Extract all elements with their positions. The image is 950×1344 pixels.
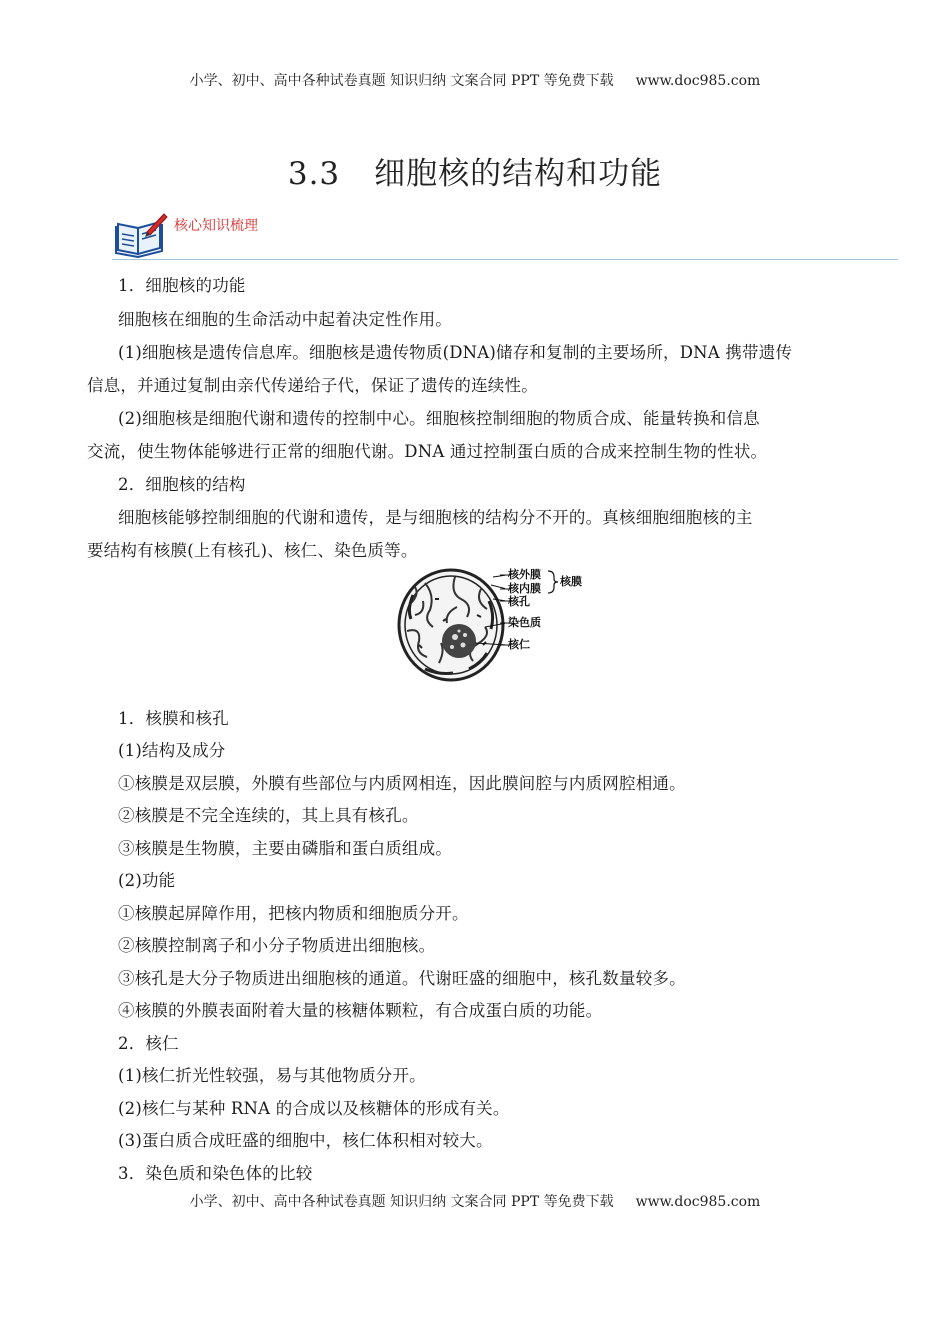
paragraph: 要结构有核膜(上有核孔)、核仁、染色质等。 <box>87 541 418 560</box>
paragraph: 细胞核能够控制细胞的代谢和遗传，是与细胞核的结构分不开的。真核细胞细胞核的主 <box>118 508 753 527</box>
list-item: ③核膜是生物膜，主要由磷脂和蛋白质组成。 <box>118 839 452 858</box>
header-site-link[interactable]: www.doc985.com <box>635 73 761 89</box>
heading-nucleus-function: 1．细胞核的功能 <box>118 276 246 295</box>
label-pore: 核孔 <box>508 595 530 608</box>
footer-text: 小学、初中、高中各种试卷真题 知识归纳 文案合同 PPT 等免费下载 <box>189 1194 614 1210</box>
label-chromatin: 染色质 <box>508 616 541 629</box>
label-outer-membrane: 核外膜 <box>508 568 541 581</box>
paragraph: (1)细胞核是遗传信息库。细胞核是遗传物质(DNA)储存和复制的主要场所，DNA 携带遗传 <box>118 343 793 362</box>
paragraph: 细胞核在细胞的生命活动中起着决定性作用。 <box>118 310 452 329</box>
list-item: ③核孔是大分子物质进出细胞核的通道。代谢旺盛的细胞中，核孔数量较多。 <box>118 969 686 988</box>
nucleus-diagram <box>395 565 590 685</box>
nucleus-drawing <box>395 565 505 685</box>
page-title <box>0 148 950 193</box>
section-header <box>112 210 902 260</box>
label-nucleolus: 核仁 <box>508 638 530 651</box>
heading-nucleolus: 2．核仁 <box>118 1034 179 1053</box>
book-icon <box>112 210 168 258</box>
heading-nucleus-structure: 2．细胞核的结构 <box>118 475 246 494</box>
list-item: ②核膜控制离子和小分子物质进出细胞核。 <box>118 936 436 955</box>
list-item: ④核膜的外膜表面附着大量的核糖体颗粒，有合成蛋白质的功能。 <box>118 1001 603 1020</box>
list-item: (1)核仁折光性较强，易与其他物质分开。 <box>118 1066 426 1085</box>
list-item: ①核膜起屏障作用，把核内物质和细胞质分开。 <box>118 904 469 923</box>
paragraph: (2)细胞核是细胞代谢和遗传的控制中心。细胞核控制细胞的物质合成、能量转换和信息 <box>118 409 760 428</box>
list-item: (3)蛋白质合成旺盛的细胞中，核仁体积相对较大。 <box>118 1131 493 1150</box>
list-item: ①核膜是双层膜，外膜有些部位与内质网相连，因此膜间腔与内质网腔相通。 <box>118 774 686 793</box>
page-footer <box>0 1191 950 1211</box>
list-item: (2)核仁与某种 RNA 的合成以及核糖体的形成有关。 <box>118 1099 510 1118</box>
paragraph: 信息，并通过复制由亲代传递给子代，保证了遗传的连续性。 <box>87 376 538 395</box>
title-number: 3.3 <box>287 156 341 192</box>
footer-site-link[interactable]: www.doc985.com <box>635 1194 761 1210</box>
title-text: 细胞核的结构和功能 <box>374 156 663 192</box>
label-envelope: 核膜 <box>560 575 582 588</box>
label-inner-membrane: 核内膜 <box>508 582 541 595</box>
page-header <box>0 70 950 90</box>
subheading: (2)功能 <box>118 871 176 890</box>
heading-chromatin-comparison: 3．染色质和染色体的比较 <box>118 1164 313 1183</box>
section-label: 核心知识梳理 <box>174 218 258 234</box>
subheading: (1)结构及成分 <box>118 741 226 760</box>
header-text: 小学、初中、高中各种试卷真题 知识归纳 文案合同 PPT 等免费下载 <box>189 73 614 89</box>
paragraph: 交流，使生物体能够进行正常的细胞代谢。DNA 通过控制蛋白质的合成来控制生物的性状。 <box>87 442 768 461</box>
section-divider <box>112 259 898 260</box>
heading-envelope-pore: 1．核膜和核孔 <box>118 709 229 728</box>
list-item: ②核膜是不完全连续的，其上具有核孔。 <box>118 806 419 825</box>
